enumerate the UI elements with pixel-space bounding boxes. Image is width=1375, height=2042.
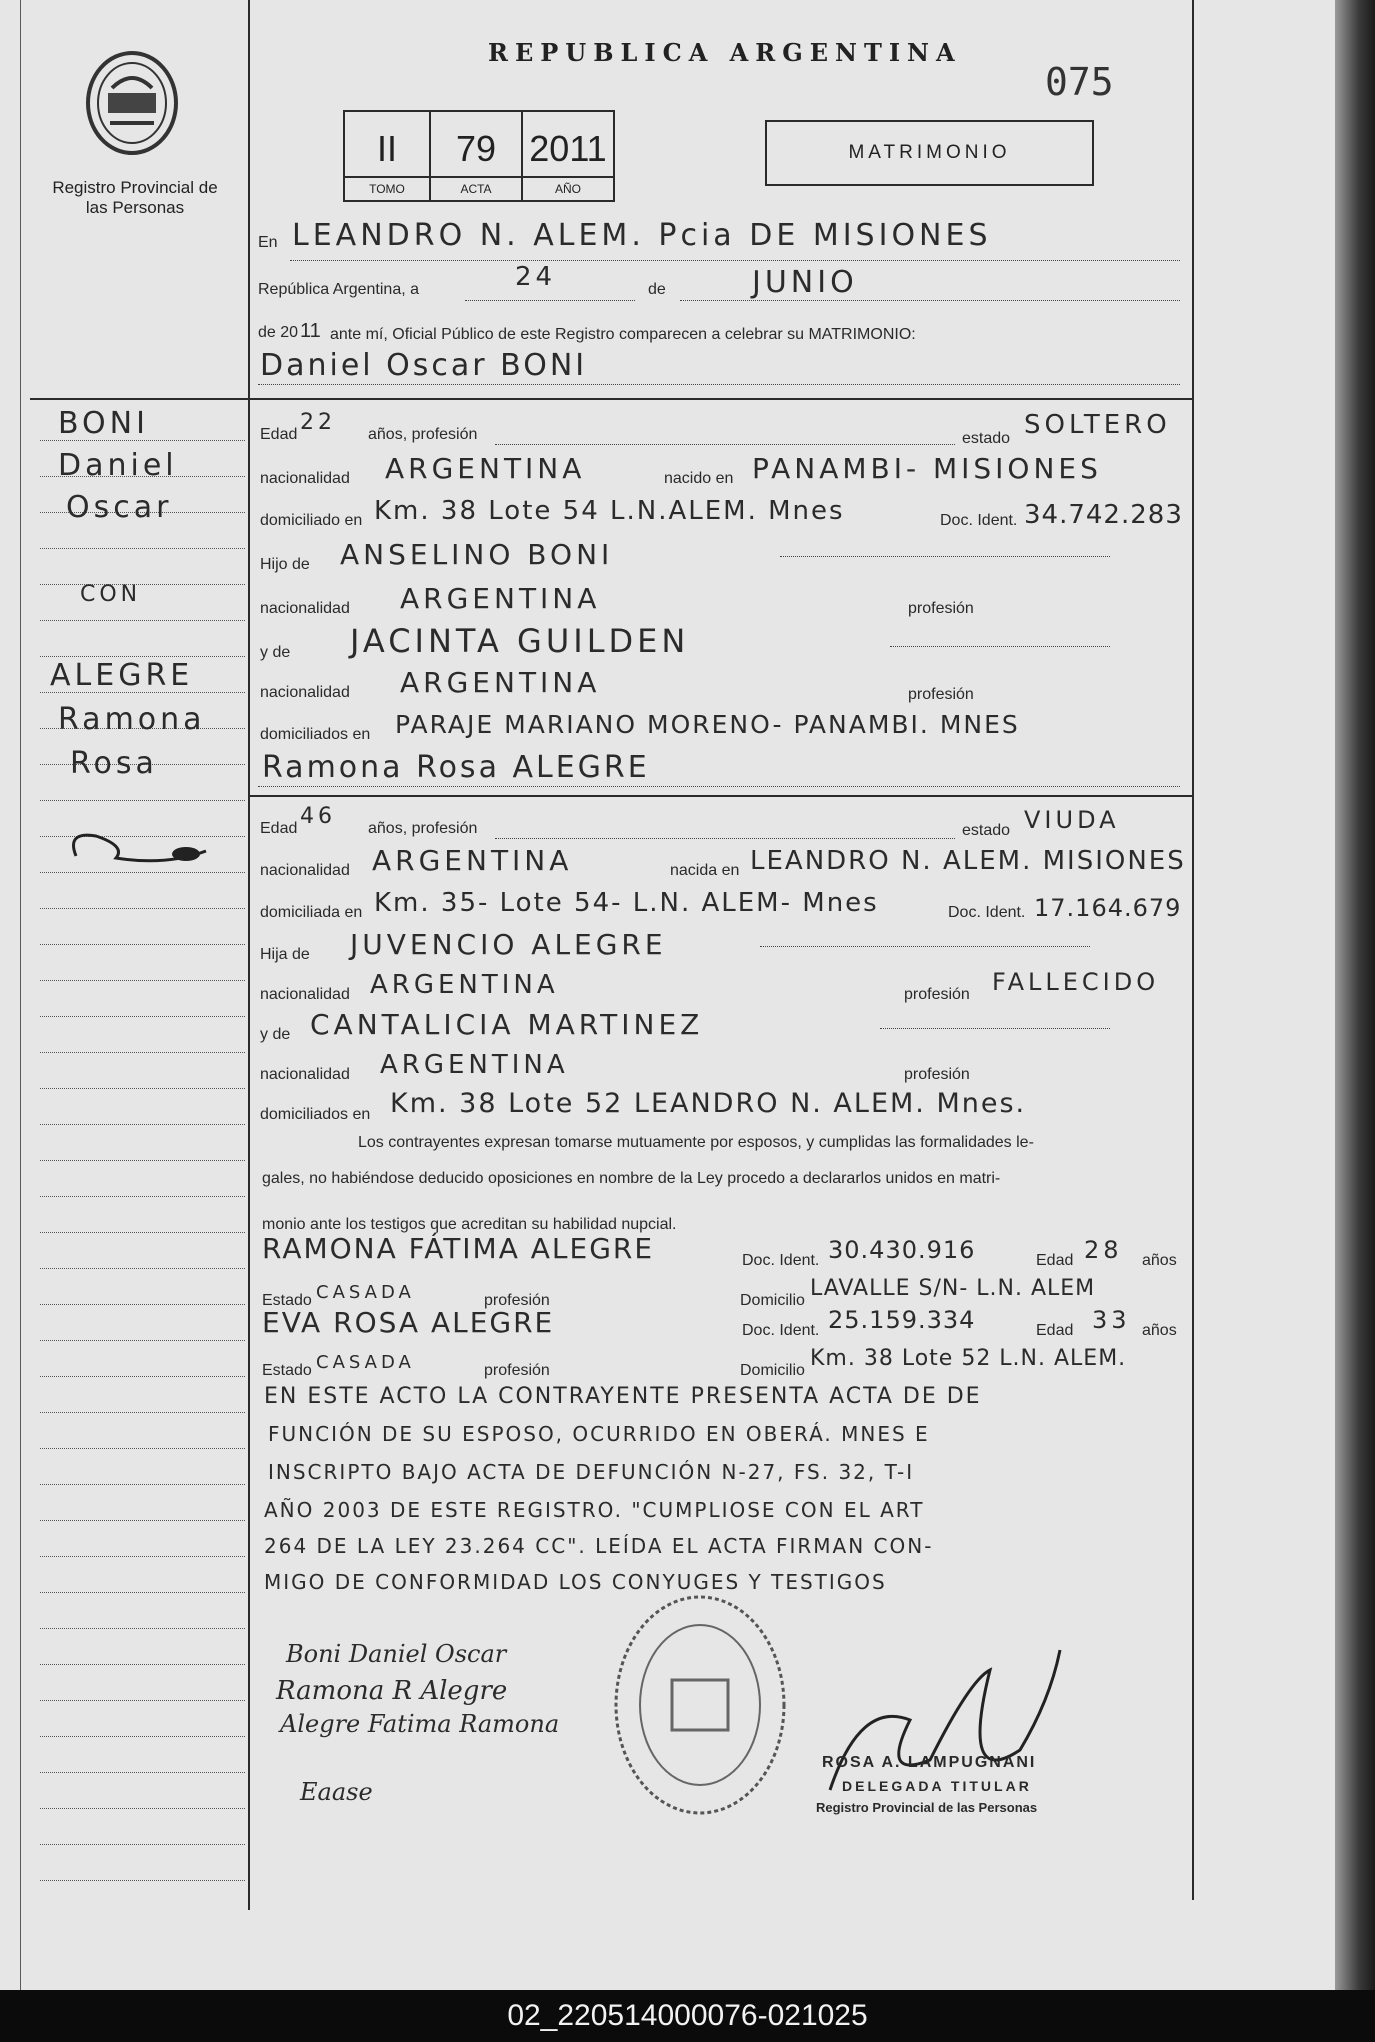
margin-ruled-line (40, 1844, 245, 1845)
note-line-5: 264 DE LA LEY 23.264 CC". LEÍDA EL ACTA FIRMAN CON- (264, 1534, 934, 1558)
margin-ruled-line (40, 872, 245, 873)
witness2-doc-label: Doc. Ident. (742, 1322, 820, 1339)
groom-padres-domicilio: PARAJE MARIANO MORENO- PANAMBI. MNES (395, 710, 1020, 739)
note-line-2: FUNCIÓN DE SU ESPOSO, OCURRIDO EN OBERÁ. MNES E (268, 1422, 930, 1446)
witness2-prof-label: profesión (484, 1362, 550, 1379)
groom-madre: JACINTA GUILDEN (350, 622, 690, 660)
margin-ruled-line (40, 1484, 245, 1485)
witness1-domicilio: LAVALLE S/N- L.N. ALEM (810, 1276, 1096, 1301)
bride-padre-nac-label: nacionalidad (260, 986, 350, 1003)
place-value: LEANDRO N. ALEM. Pcia DE MISIONES (292, 218, 992, 253)
bride-estado: VIUDA (1024, 806, 1120, 834)
margin-bride-surname: ALEGRE (50, 658, 194, 693)
margin-ruled-line (40, 1736, 245, 1737)
acta-value: 79 (455, 128, 497, 169)
signature-groom: Boni Daniel Oscar (286, 1640, 507, 1668)
margin-ruled-line (40, 1448, 245, 1449)
margin-ruled-line (40, 1268, 245, 1269)
margin-ruled-line (40, 620, 245, 621)
margin-ruled-line (40, 1376, 245, 1377)
groom-doc-label: Doc. Ident. (940, 512, 1018, 529)
margin-ruled-line (40, 1664, 245, 1665)
margin-ruled-line (40, 1124, 245, 1125)
witness2-dom-label: Domicilio (740, 1362, 805, 1379)
month-value: JUNIO (752, 265, 858, 300)
note-line-4: AÑO 2003 DE ESTE REGISTRO. "CUMPLIOSE CON EL ART (264, 1498, 925, 1522)
witness2-domicilio: Km. 38 Lote 52 L.N. ALEM. (810, 1346, 1127, 1371)
anio-label: AÑO (523, 176, 613, 200)
page-number: 075 (1045, 60, 1114, 104)
witness1-edad: 28 (1084, 1236, 1123, 1264)
margin-ruled-line (40, 1088, 245, 1089)
provincial-seal-icon (82, 48, 182, 158)
bride-madre: CANTALICIA MARTINEZ (310, 1008, 704, 1041)
margin-ruled-line (40, 1160, 245, 1161)
witness2-edad-label: Edad (1036, 1322, 1074, 1339)
groom-padres-dom-label: domiciliados en (260, 726, 371, 743)
margin-ruled-line (40, 1628, 245, 1629)
margin-ruled-line (40, 1412, 245, 1413)
margin-ruled-line (40, 1196, 245, 1197)
bride-nacionalidad: ARGENTINA (372, 844, 573, 877)
margin-groom-surname: BONI (58, 406, 149, 441)
body-text-line-2: gales, no habiéndose deducido oposiciones en nombre de la Ley procedo a declararlos unidos en matri- (262, 1170, 1001, 1187)
witness2-estado-label: Estado (262, 1362, 312, 1379)
signature-witness1: Alegre Fatima Ramona (280, 1710, 560, 1738)
bride-domicilio: Km. 35- Lote 54- L.N. ALEM- Mnes (374, 888, 879, 918)
registry-box (343, 110, 615, 202)
day-value: 24 (515, 262, 557, 292)
groom-nacionalidad: ARGENTINA (385, 452, 586, 485)
margin-ruled-line (40, 980, 245, 981)
opening-text: ante mí, Oficial Público de este Registro comparecen a celebrar su MATRIMONIO: (330, 326, 916, 343)
note-line-1: EN ESTE ACTO LA CONTRAYENTE PRESENTA ACTA DE DE (264, 1384, 982, 1409)
signature-witness2: Eaase (300, 1778, 373, 1806)
bride-ymadre-label: y de (260, 1026, 291, 1043)
witness2-edad: 33 (1092, 1306, 1131, 1334)
groom-dom-label: domiciliado en (260, 512, 363, 529)
margin-ruled-line (40, 1592, 245, 1593)
bride-doc-label: Doc. Ident. (948, 904, 1026, 921)
bride-padre-prof: FALLECIDO (992, 968, 1160, 996)
note-line-3: INSCRIPTO BAJO ACTA DE DEFUNCIÓN N-27, FS. 32, T-I (268, 1460, 915, 1484)
margin-ruled-line (40, 1016, 245, 1017)
margin-groom-name2: Oscar (66, 490, 173, 525)
bride-hija-label: Hija de (260, 946, 310, 963)
groom-nacido-en: PANAMBI- MISIONES (752, 452, 1102, 485)
groom-madre-nac: ARGENTINA (400, 666, 601, 699)
record-type-box: MATRIMONIO (765, 120, 1094, 186)
bride-madre-prof-label: profesión (904, 1066, 970, 1083)
bride-nacida-en: LEANDRO N. ALEM. MISIONES (750, 846, 1186, 876)
witness1-name: RAMONA FÁTIMA ALEGRE (262, 1232, 655, 1265)
bride-doc: 17.164.679 (1034, 894, 1182, 922)
witness2-name: EVA ROSA ALEGRE (262, 1306, 555, 1339)
margin-ruled-line (40, 944, 245, 945)
year-suffix: 11 (300, 320, 321, 342)
office-name: Registro Provincial de las Personas (52, 178, 218, 217)
margin-ruled-line (40, 584, 245, 585)
year-prefix: de 20 (258, 324, 299, 341)
country-title: REPUBLICA ARGENTINA (488, 38, 962, 67)
groom-edad: 22 (300, 410, 336, 435)
witness1-doc: 30.430.916 (828, 1236, 976, 1264)
witness2-anos: años (1142, 1322, 1177, 1339)
groom-edad-label: Edad (260, 426, 298, 443)
margin-ruled-line (40, 1520, 245, 1521)
groom-estado: SOLTERO (1024, 410, 1171, 440)
en-label: En (258, 234, 278, 251)
official-office: Registro Provincial de las Personas (816, 1800, 1038, 1815)
official-stamp-icon (610, 1590, 790, 1820)
acta-label: ACTA (431, 176, 521, 200)
groom-doc: 34.742.283 (1024, 500, 1183, 530)
margin-ruled-line (40, 1880, 245, 1881)
signature-bride: Ramona R Alegre (276, 1676, 508, 1706)
anio-value: 2011 (529, 128, 607, 169)
margin-ruled-line (40, 656, 245, 657)
margin-ruled-line (40, 908, 245, 909)
note-line-6: MIGO DE CONFORMIDAD LOS CONYUGES Y TESTIGOS (264, 1570, 887, 1594)
witness1-dom-label: Domicilio (740, 1292, 805, 1309)
groom-estado-label: estado (962, 430, 1011, 447)
bride-fullname: Ramona Rosa ALEGRE (262, 750, 650, 785)
groom-domicilio: Km. 38 Lote 54 L.N.ALEM. Mnes (374, 496, 845, 526)
margin-ruled-line (40, 1232, 245, 1233)
margin-ruled-line (40, 800, 245, 801)
bride-madre-nac-label: nacionalidad (260, 1066, 350, 1083)
witness1-doc-label: Doc. Ident. (742, 1252, 820, 1269)
groom-padre-nac: ARGENTINA (400, 582, 601, 615)
bride-estado-label: estado (962, 822, 1011, 839)
witness1-edad-label: Edad (1036, 1252, 1074, 1269)
body-text-line-3: monio ante los testigos que acreditan su habilidad nupcial. (262, 1216, 677, 1233)
witness1-prof-label: profesión (484, 1292, 550, 1309)
bride-padres-dom-label: domiciliados en (260, 1106, 371, 1123)
bride-nacida-label: nacida en (670, 862, 740, 879)
groom-hijo-label: Hijo de (260, 556, 310, 573)
official-title: DELEGADA TITULAR (842, 1778, 1032, 1794)
official-name: ROSA A. LAMPUGNANI (822, 1754, 1037, 1771)
witness2-doc: 25.159.334 (828, 1306, 976, 1334)
groom-madre-prof-label: profesión (908, 686, 974, 703)
margin-ruled-line (40, 1772, 245, 1773)
bride-padres-domicilio: Km. 38 Lote 52 LEANDRO N. ALEM. Mnes. (390, 1088, 1027, 1119)
bride-edad: 46 (300, 804, 336, 829)
margin-groom-name1: Daniel (58, 448, 178, 483)
groom-ymadre-label: y de (260, 644, 291, 661)
groom-fullname: Daniel Oscar BONI (260, 348, 588, 383)
witness2-estado: CASADA (316, 1352, 415, 1373)
margin-ruled-line (40, 1052, 245, 1053)
groom-madre-nac-label: nacionalidad (260, 684, 350, 701)
witness1-anos: años (1142, 1252, 1177, 1269)
groom-nacido-label: nacido en (664, 470, 734, 487)
margin-ruled-line (40, 1808, 245, 1809)
page-edge (1335, 0, 1375, 1990)
bride-dom-label: domiciliada en (260, 904, 363, 921)
groom-profesion-label: años, profesión (368, 426, 478, 443)
body-text-line-1: Los contrayentes expresan tomarse mutuamente por esposos, y cumplidas las formalidades le- (358, 1134, 1034, 1151)
de-label: de (648, 281, 666, 298)
margin-ruled-line (40, 548, 245, 549)
margin-ruled-line (40, 1556, 245, 1557)
groom-padre: ANSELINO BONI (340, 538, 614, 571)
republica-label: República Argentina, a (258, 281, 419, 298)
margin-ruled-line (40, 1340, 245, 1341)
document-code: 02_220514000076-021025 (507, 1999, 868, 2032)
groom-nac-label: nacionalidad (260, 470, 350, 487)
groom-padre-prof-label: profesión (908, 600, 974, 617)
bride-edad-label: Edad (260, 820, 298, 837)
margin-ruled-line (40, 1304, 245, 1305)
margin-bride-name1: Ramona (58, 702, 206, 737)
tomo-label: TOMO (345, 176, 429, 200)
bride-padre-nac: ARGENTINA (370, 970, 559, 1000)
flourish-icon (56, 826, 216, 872)
tomo-value: II (376, 128, 397, 169)
bride-profesion-label: años, profesión (368, 820, 478, 837)
bride-padre: JUVENCIO ALEGRE (350, 928, 667, 961)
bride-madre-nac: ARGENTINA (380, 1050, 569, 1080)
bride-padre-prof-label: profesión (904, 986, 970, 1003)
margin-ruled-line (40, 1700, 245, 1701)
bride-nac-label: nacionalidad (260, 862, 350, 879)
witness1-estado-label: Estado (262, 1292, 312, 1309)
groom-padre-nac-label: nacionalidad (260, 600, 350, 617)
margin-bride-name2: Rosa (70, 746, 158, 781)
margin-con: CON (80, 582, 142, 607)
witness1-estado: CASADA (316, 1282, 415, 1303)
